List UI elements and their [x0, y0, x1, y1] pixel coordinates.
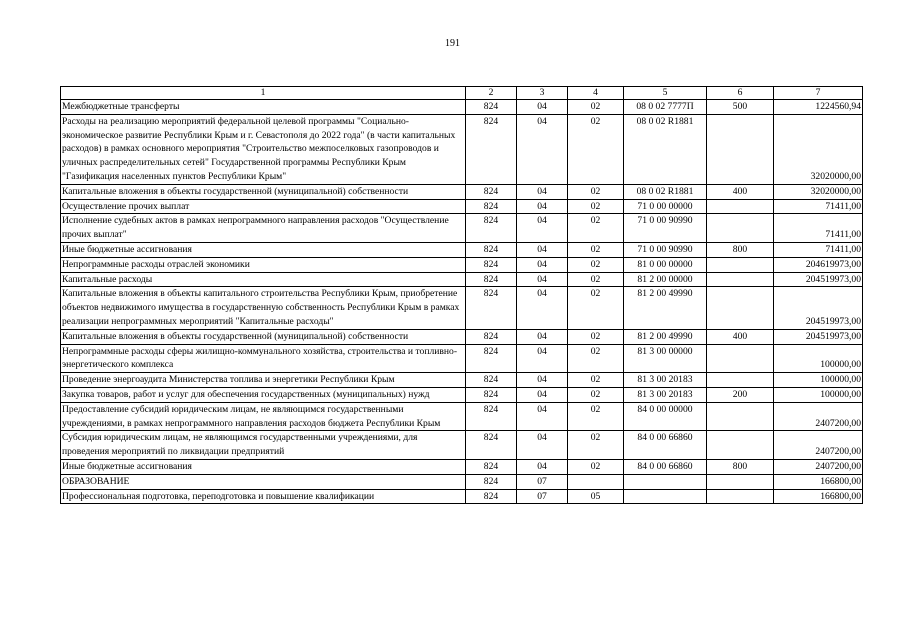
row-target-cell: 81 2 00 49990 — [624, 329, 707, 344]
table-row — [61, 489, 863, 504]
row-target-cell: 08 0 02 R1881 — [624, 114, 707, 184]
row-amount-cell: 100000,00 — [774, 373, 863, 388]
row-name-cell: Расходы на реализацию мероприятий федеральной целевой программы "Социально-экономическое развитие Республики Крым и г. Севастополя до 2022 года" (в части капитальных расходов) в рамках основного мероприятия "Строительство межпоселковых газопроводов и уличных распределительных сетей" Государственной программы Республики Крым "Газификация населенных пунктов Республики Крым" — [61, 114, 466, 184]
row-section-cell: 04 — [517, 257, 568, 272]
row-name-cell: Капитальные вложения в объекты капитального строительства Республики Крым, приобретение объектов недвижимого имущества в государственную собственность Республики Крым в рамках реализации непрограммных мероприятий "Капитальные расходы" — [61, 287, 466, 329]
row-target-cell: 08 0 02 R1881 — [624, 184, 707, 199]
row-target-cell: 71 0 00 90990 — [624, 242, 707, 257]
row-amount-cell: 32020000,00 — [774, 184, 863, 199]
table-row — [61, 459, 863, 474]
row-subsection-cell: 02 — [568, 214, 624, 243]
row-type-cell — [707, 373, 774, 388]
row-section-cell: 04 — [517, 184, 568, 199]
row-section-cell: 04 — [517, 459, 568, 474]
row-type-cell — [707, 114, 774, 184]
row-code-cell: 824 — [466, 329, 517, 344]
table-row — [61, 242, 863, 257]
row-type-cell: 400 — [707, 184, 774, 199]
row-amount-cell: 1224560,94 — [774, 100, 863, 115]
row-section-cell: 07 — [517, 474, 568, 489]
row-subsection-cell: 02 — [568, 402, 624, 431]
row-code-cell: 824 — [466, 387, 517, 402]
row-target-cell: 81 2 00 49990 — [624, 287, 707, 329]
row-code-cell: 824 — [466, 489, 517, 504]
row-name-cell: Осуществление прочих выплат — [61, 199, 466, 214]
row-target-cell: 71 0 00 90990 — [624, 214, 707, 243]
row-code-cell: 824 — [466, 431, 517, 460]
row-amount-cell: 2407200,00 — [774, 459, 863, 474]
row-code-cell: 824 — [466, 287, 517, 329]
row-subsection-cell: 02 — [568, 287, 624, 329]
row-subsection-cell: 02 — [568, 459, 624, 474]
row-name-cell: Исполнение судебных актов в рамках непрограммного направления расходов "Осуществление прочих выплат" — [61, 214, 466, 243]
row-name-cell: Закупка товаров, работ и услуг для обеспечения государственных (муниципальных) нужд — [61, 387, 466, 402]
row-name-cell: Межбюджетные трансферты — [61, 100, 466, 115]
row-subsection-cell: 02 — [568, 329, 624, 344]
row-type-cell — [707, 402, 774, 431]
row-code-cell: 824 — [466, 199, 517, 214]
page-number: 191 — [445, 38, 460, 49]
row-amount-cell: 100000,00 — [774, 387, 863, 402]
row-target-cell: 81 3 00 20183 — [624, 387, 707, 402]
row-type-cell — [707, 474, 774, 489]
row-type-cell — [707, 489, 774, 504]
row-target-cell: 81 2 00 00000 — [624, 272, 707, 287]
row-section-cell: 04 — [517, 199, 568, 214]
row-amount-cell: 166800,00 — [774, 474, 863, 489]
row-type-cell: 800 — [707, 459, 774, 474]
row-subsection-cell: 02 — [568, 114, 624, 184]
table-row — [61, 100, 863, 115]
row-name-cell: Капитальные вложения в объекты государственной (муниципальной) собственности — [61, 329, 466, 344]
table-row — [61, 199, 863, 214]
row-type-cell — [707, 272, 774, 287]
row-target-cell — [624, 474, 707, 489]
column-header: 4 — [568, 87, 624, 100]
row-target-cell: 81 3 00 00000 — [624, 344, 707, 373]
column-header: 1 — [61, 87, 466, 100]
row-subsection-cell: 02 — [568, 431, 624, 460]
row-subsection-cell: 02 — [568, 387, 624, 402]
row-section-cell: 04 — [517, 329, 568, 344]
row-target-cell: 81 0 00 00000 — [624, 257, 707, 272]
row-type-cell: 800 — [707, 242, 774, 257]
row-section-cell: 04 — [517, 114, 568, 184]
table-row — [61, 373, 863, 388]
row-amount-cell: 71411,00 — [774, 242, 863, 257]
table-row — [61, 344, 863, 373]
row-code-cell: 824 — [466, 344, 517, 373]
row-amount-cell: 100000,00 — [774, 344, 863, 373]
table-row — [61, 114, 863, 184]
table-header-row — [61, 87, 863, 100]
row-code-cell: 824 — [466, 474, 517, 489]
row-section-cell: 04 — [517, 387, 568, 402]
row-amount-cell: 204619973,00 — [774, 257, 863, 272]
table-row — [61, 272, 863, 287]
row-section-cell: 04 — [517, 373, 568, 388]
row-subsection-cell: 02 — [568, 344, 624, 373]
row-code-cell: 824 — [466, 114, 517, 184]
row-target-cell: 08 0 02 7777П — [624, 100, 707, 115]
row-target-cell: 71 0 00 00000 — [624, 199, 707, 214]
row-subsection-cell: 02 — [568, 373, 624, 388]
column-header: 6 — [707, 87, 774, 100]
row-code-cell: 824 — [466, 214, 517, 243]
row-type-cell — [707, 431, 774, 460]
row-amount-cell: 2407200,00 — [774, 431, 863, 460]
row-section-cell: 04 — [517, 272, 568, 287]
row-code-cell: 824 — [466, 402, 517, 431]
row-code-cell: 824 — [466, 100, 517, 115]
table-row — [61, 329, 863, 344]
row-subsection-cell — [568, 474, 624, 489]
row-subsection-cell: 02 — [568, 242, 624, 257]
row-name-cell: Непрограммные расходы сферы жилищно-коммунального хозяйства, строительства и топливно-энергетического комплекса — [61, 344, 466, 373]
row-subsection-cell: 05 — [568, 489, 624, 504]
row-section-cell: 04 — [517, 287, 568, 329]
row-code-cell: 824 — [466, 184, 517, 199]
row-target-cell: 84 0 00 00000 — [624, 402, 707, 431]
row-type-cell: 200 — [707, 387, 774, 402]
table-row — [61, 257, 863, 272]
row-amount-cell: 2407200,00 — [774, 402, 863, 431]
row-amount-cell: 204519973,00 — [774, 329, 863, 344]
row-target-cell: 84 0 00 66860 — [624, 459, 707, 474]
row-name-cell: Капитальные вложения в объекты государственной (муниципальной) собственности — [61, 184, 466, 199]
row-type-cell: 500 — [707, 100, 774, 115]
row-amount-cell: 204519973,00 — [774, 272, 863, 287]
table-row — [61, 214, 863, 243]
row-name-cell: Иные бюджетные ассигнования — [61, 459, 466, 474]
row-code-cell: 824 — [466, 257, 517, 272]
row-target-cell: 84 0 00 66860 — [624, 431, 707, 460]
row-code-cell: 824 — [466, 272, 517, 287]
row-subsection-cell: 02 — [568, 272, 624, 287]
row-section-cell: 07 — [517, 489, 568, 504]
row-name-cell: Субсидия юридическим лицам, не являющимся государственными учреждениями, для проведения мероприятий по ликвидации предприятий — [61, 431, 466, 460]
row-subsection-cell: 02 — [568, 100, 624, 115]
row-amount-cell: 71411,00 — [774, 214, 863, 243]
row-type-cell — [707, 199, 774, 214]
row-section-cell: 04 — [517, 344, 568, 373]
column-header: 5 — [624, 87, 707, 100]
table-row — [61, 431, 863, 460]
row-section-cell: 04 — [517, 242, 568, 257]
row-section-cell: 04 — [517, 100, 568, 115]
row-name-cell: Капитальные расходы — [61, 272, 466, 287]
column-header: 2 — [466, 87, 517, 100]
row-name-cell: Иные бюджетные ассигнования — [61, 242, 466, 257]
row-name-cell: Профессиональная подготовка, переподготовка и повышение квалификации — [61, 489, 466, 504]
row-amount-cell: 204519973,00 — [774, 287, 863, 329]
row-type-cell — [707, 344, 774, 373]
row-code-cell: 824 — [466, 242, 517, 257]
table-row — [61, 402, 863, 431]
row-amount-cell: 71411,00 — [774, 199, 863, 214]
budget-table — [60, 86, 863, 504]
row-amount-cell: 166800,00 — [774, 489, 863, 504]
row-type-cell — [707, 287, 774, 329]
table-row — [61, 184, 863, 199]
table-row — [61, 387, 863, 402]
row-target-cell: 81 3 00 20183 — [624, 373, 707, 388]
row-section-cell: 04 — [517, 214, 568, 243]
row-target-cell — [624, 489, 707, 504]
column-header: 7 — [774, 87, 863, 100]
row-section-cell: 04 — [517, 431, 568, 460]
row-code-cell: 824 — [466, 459, 517, 474]
row-section-cell: 04 — [517, 402, 568, 431]
row-subsection-cell: 02 — [568, 184, 624, 199]
row-name-cell: Непрограммные расходы отраслей экономики — [61, 257, 466, 272]
row-name-cell: Предоставление субсидий юридическим лицам, не являющимся государственными учреждениями, в рамках непрограммного направления расходов бюджета Республики Крым — [61, 402, 466, 431]
table-row — [61, 287, 863, 329]
row-type-cell — [707, 257, 774, 272]
table-row — [61, 474, 863, 489]
row-subsection-cell: 02 — [568, 257, 624, 272]
row-subsection-cell: 02 — [568, 199, 624, 214]
row-amount-cell: 32020000,00 — [774, 114, 863, 184]
row-name-cell: Проведение энергоаудита Министерства топлива и энергетики Республики Крым — [61, 373, 466, 388]
row-name-cell: ОБРАЗОВАНИЕ — [61, 474, 466, 489]
column-header: 3 — [517, 87, 568, 100]
row-code-cell: 824 — [466, 373, 517, 388]
row-type-cell — [707, 214, 774, 243]
row-type-cell: 400 — [707, 329, 774, 344]
